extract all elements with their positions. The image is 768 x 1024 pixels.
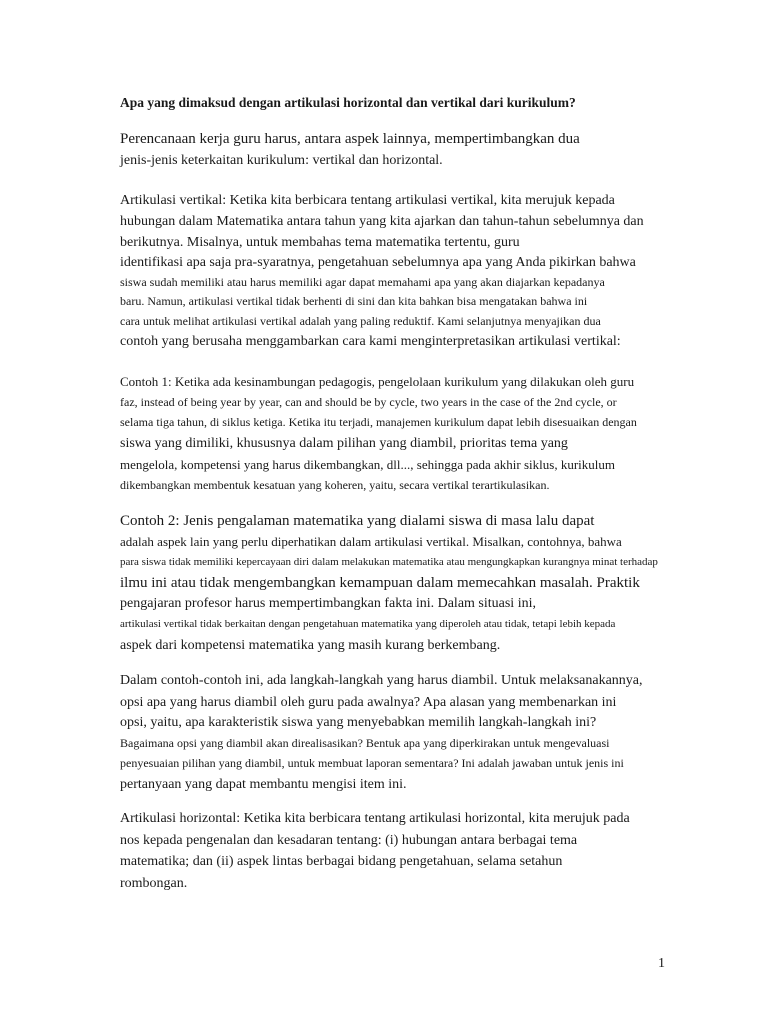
text-line: pengajaran profesor harus mempertimbangkan fakta ini. Dalam situasi ini, — [120, 596, 536, 611]
horizontal-articulation-paragraph — [120, 808, 630, 894]
text-line: mengelola, kompetensi yang harus dikembangkan, dll..., sehingga pada akhir siklus, kurikulum — [120, 457, 615, 472]
text-line: siswa sudah memiliki atau harus memiliki agar dapat memahami apa yang akan diajarkan kepadanya — [120, 275, 605, 289]
text-line: opsi, yaitu, apa karakteristik siswa yang menyebabkan memilih langkah-langkah ini? — [120, 715, 597, 730]
text-line: baru. Namun, artikulasi vertikal tidak berhenti di sini dan kita bahkan bisa mengatakan bahwa ini — [120, 294, 588, 308]
text-line: Contoh 2: Jenis pengalaman matematika yang dialami siswa di masa lalu dapat — [120, 513, 595, 529]
text-line: selama tiga tahun, di siklus ketiga. Ketika itu terjadi, manajemen kurikulum dapat lebih disesuaikan dengan — [120, 415, 637, 429]
text-line: nos kepada pengenalan dan kesadaran tentang: (i) hubungan antara berbagai tema — [120, 833, 578, 848]
text-line: pertanyaan yang dapat membantu mengisi item ini. — [120, 777, 407, 792]
text-line: adalah aspek lain yang perlu diperhatikan dalam artikulasi vertikal. Misalkan, contohnya, bahwa — [120, 534, 622, 549]
text-line: identifikasi apa saja pra-syaratnya, pengetahuan sebelumnya apa yang Anda pikirkan bahwa — [120, 255, 636, 270]
text-line: Bagaimana opsi yang diambil akan direalisasikan? Bentuk apa yang diperkirakan untuk mengevaluasi — [120, 736, 610, 750]
text-line: jenis-jenis keterkaitan kurikulum: vertikal dan horizontal. — [120, 153, 443, 168]
text-line: artikulasi vertikal tidak berkaitan dengan pengetahuan matematika yang diperoleh atau tidak, tetapi lebih kepada — [120, 618, 616, 630]
text-line: Dalam contoh-contoh ini, ada langkah-langkah yang harus diambil. Untuk melaksanakannya, — [120, 673, 643, 688]
text-line: rombongan. — [120, 876, 188, 891]
text-line: dikembangkan membentuk kesatuan yang koheren, yaitu, secara vertikal terartikulasikan. — [120, 478, 550, 492]
text-line: Contoh 1: Ketika ada kesinambungan pedagogis, pengelolaan kurikulum yang dilakukan oleh guru — [120, 374, 635, 389]
text-line: matematika; dan (ii) aspek lintas berbagai bidang pengetahuan, selama setahun — [120, 854, 563, 869]
example-1-paragraph — [120, 372, 637, 495]
text-line: aspek dari kompetensi matematika yang masih kurang berkembang. — [120, 638, 501, 653]
text-line: berikutnya. Misalnya, untuk membahas tema matematika tertentu, guru — [120, 235, 520, 250]
text-line: penyesuaian pilihan yang diambil, untuk membuat laporan sementara? Ini adalah jawaban untuk jenis ini — [120, 756, 624, 770]
steps-paragraph — [120, 670, 643, 795]
example-2-paragraph — [120, 511, 658, 656]
intro-paragraph — [120, 129, 580, 171]
text-line: cara untuk melihat artikulasi vertikal adalah yang paling reduktif. Kami selanjutnya menyajikan dua — [120, 314, 601, 328]
text-line: hubungan dalam Matematika antara tahun yang kita ajarkan dan tahun-tahun sebelumnya dan — [120, 214, 644, 229]
text-line: contoh yang berusaha menggambarkan cara kami menginterpretasikan artikulasi vertikal: — [120, 334, 621, 349]
text-line: Perencanaan kerja guru harus, antara aspek lainnya, mempertimbangkan dua — [120, 131, 580, 147]
document-title: Apa yang dimaksud dengan artikulasi horizontal dan vertikal dari kurikulum? — [120, 95, 576, 110]
page-number: 1 — [658, 956, 665, 971]
text-line: ilmu ini atau tidak mengembangkan kemampuan dalam memecahkan masalah. Praktik — [120, 575, 640, 591]
text-line: para siswa tidak memiliki kepercayaan diri dalam melakukan matematika atau mengungkapkan kurangnya minat terhadap — [120, 556, 658, 568]
vertical-articulation-paragraph — [120, 190, 644, 352]
text-line: faz, instead of being year by year, can and should be by cycle, two years in the case of the 2nd cycle, or — [120, 395, 617, 409]
text-line: siswa yang dimiliki, khususnya dalam pilihan yang diambil, prioritas tema yang — [120, 436, 568, 451]
text-line: Artikulasi horizontal: Ketika kita berbicara tentang artikulasi horizontal, kita merujuk pada — [120, 811, 630, 826]
text-line: opsi apa yang harus diambil oleh guru pada awalnya? Apa alasan yang membenarkan ini — [120, 695, 617, 710]
text-line: Artikulasi vertikal: Ketika kita berbicara tentang artikulasi vertikal, kita merujuk kepada — [120, 193, 615, 208]
